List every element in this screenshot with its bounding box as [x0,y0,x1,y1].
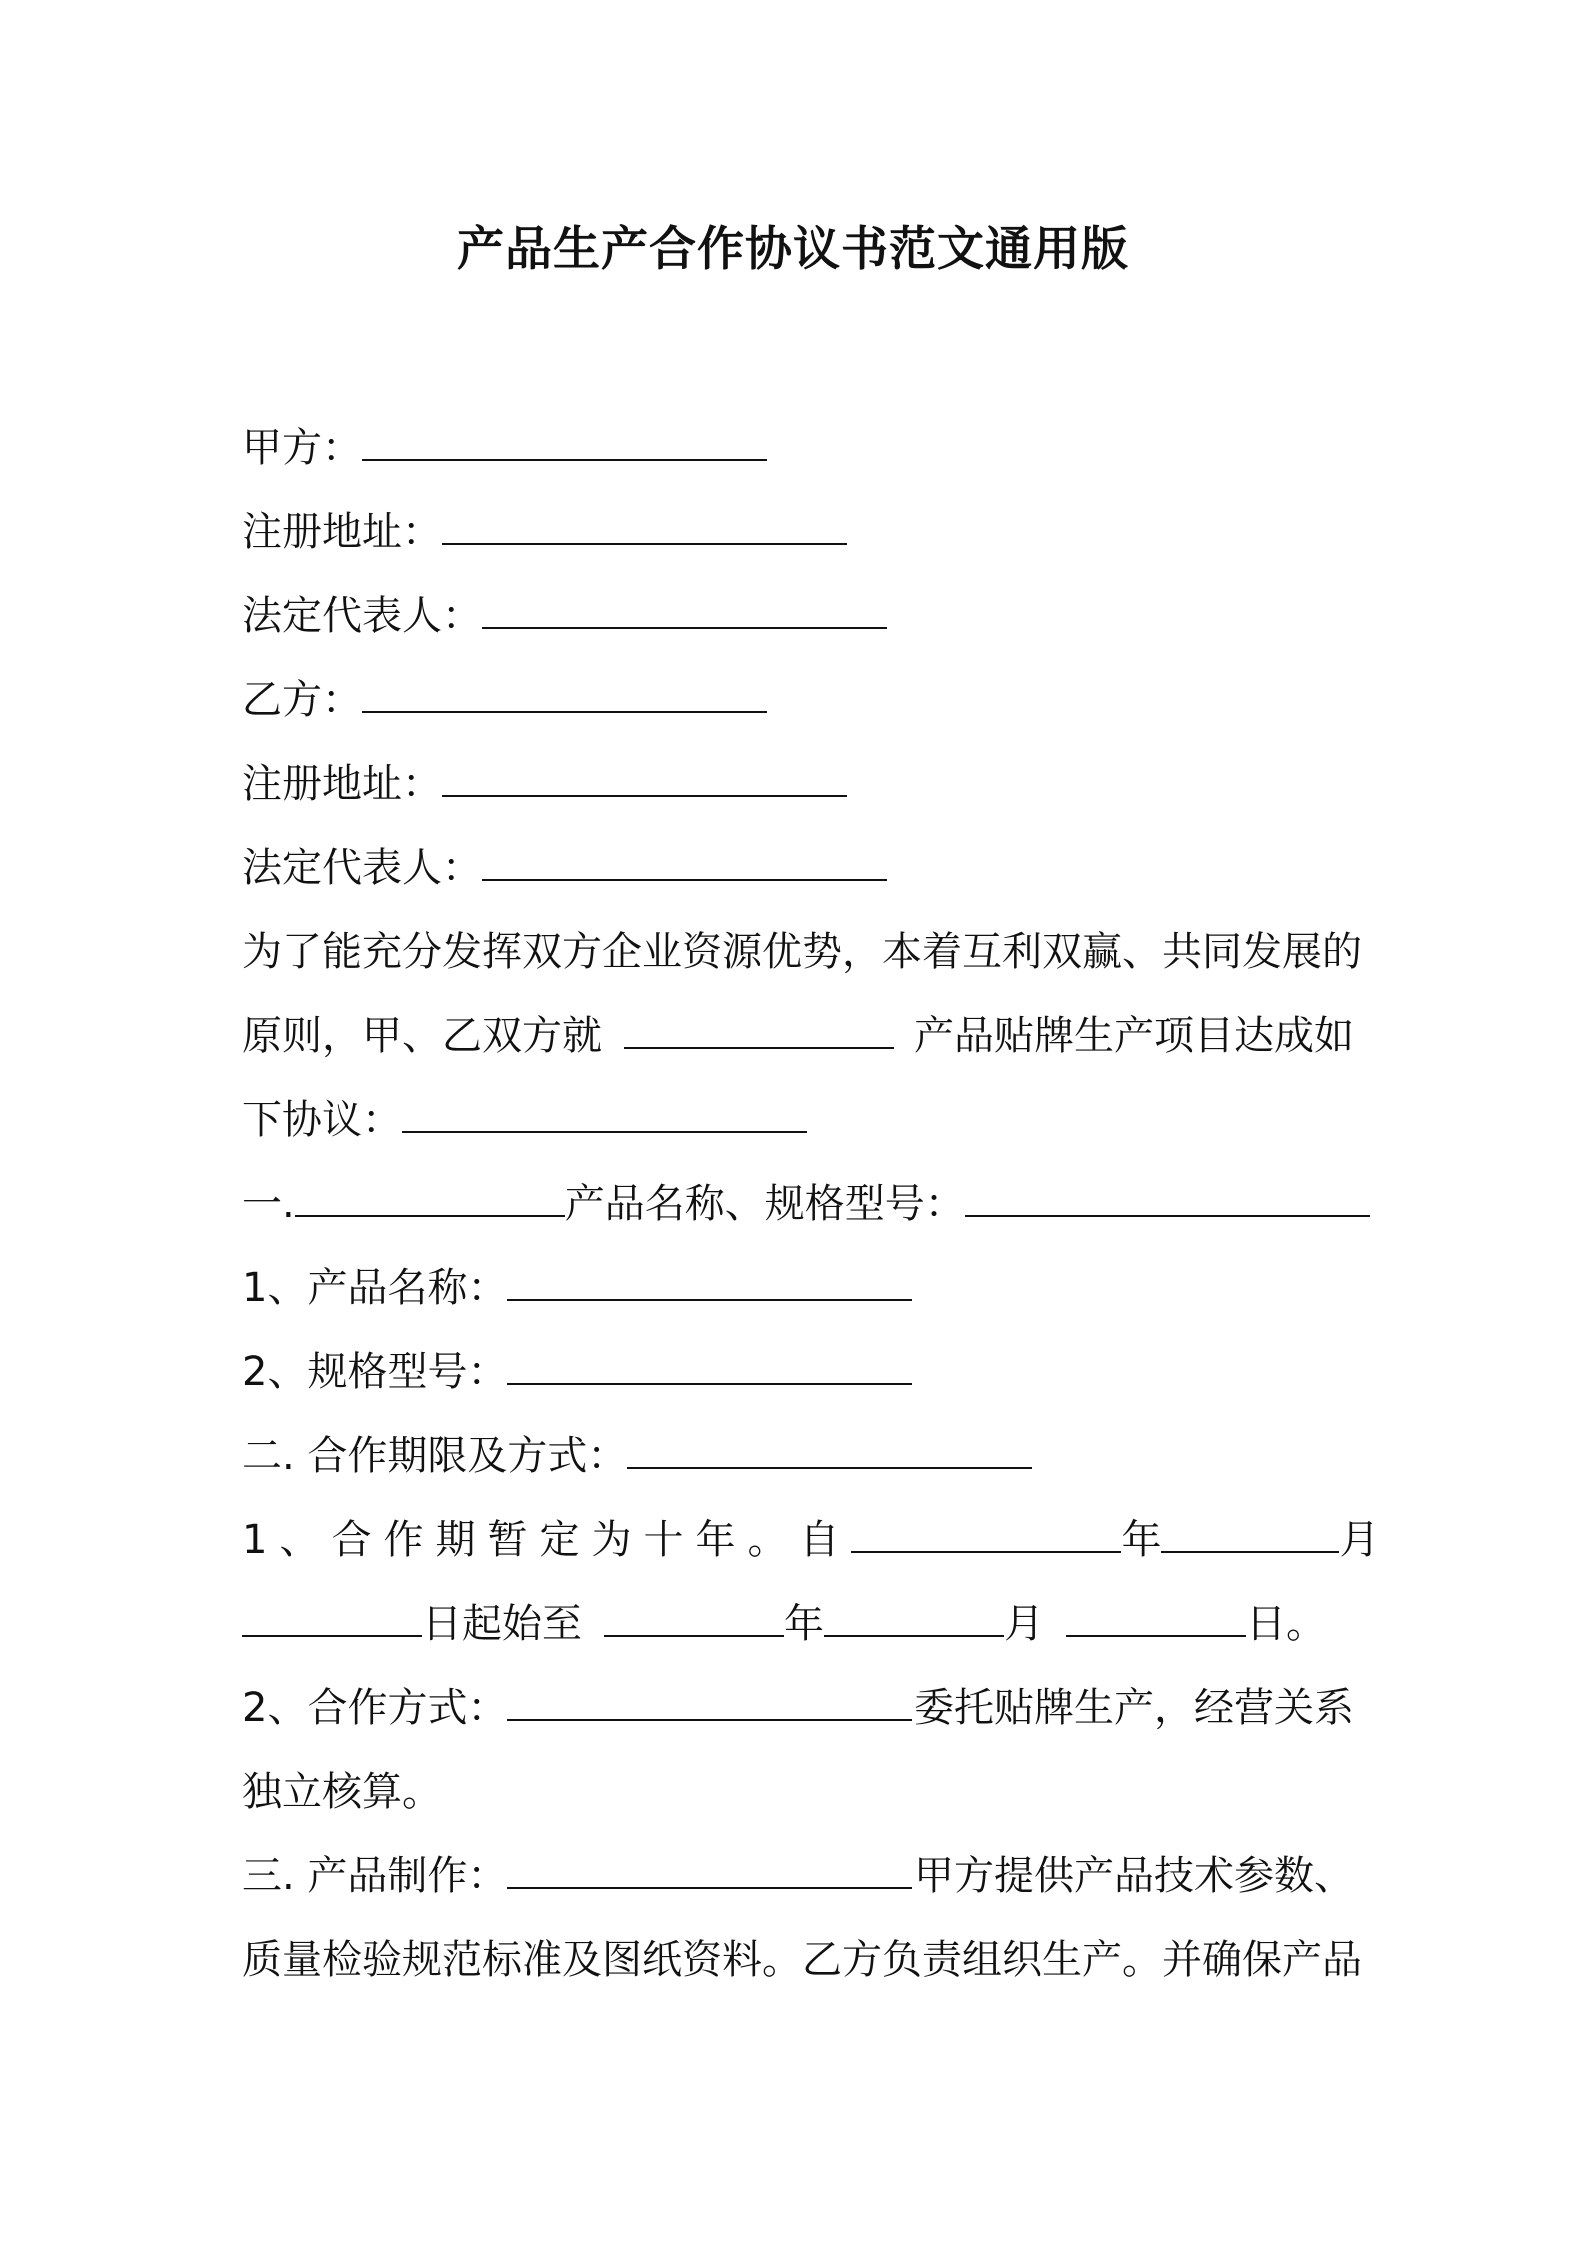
start-day-label: 日起始至 [422,1601,582,1647]
section-2-item-1-line-1 [242,1498,1380,1582]
end-year-label: 年 [784,1601,824,1647]
cooperation-term-text: 1、合作期暂定为十年。自 [242,1517,852,1563]
end-year-blank[interactable] [604,1605,784,1637]
party-a-address-line [242,490,1354,574]
section-1-prefix: 一. [242,1181,295,1227]
section-3-heading-text: 三. 产品制作： [242,1853,508,1899]
party-b-line [242,658,1354,742]
party-b-rep-label: 法定代表人： [242,845,482,891]
preamble-line-1: 为了能充分发挥双方企业资源优势，本着互利双赢、共同发展的 [242,929,1362,975]
party-a-address-label: 注册地址： [242,509,442,555]
preamble-line-3-text: 下协议： [242,1097,402,1143]
section-1-item-2 [242,1330,1354,1414]
section-1-item-1 [242,1246,1354,1330]
cooperation-mode-text: 委托贴牌生产，经营关系 [914,1685,1354,1731]
end-month-blank[interactable] [824,1605,1004,1637]
preamble-line-2-text-a: 原则，甲、乙双方就 [242,1013,602,1059]
cooperation-mode-blank[interactable] [507,1689,912,1721]
section-3-blank[interactable] [507,1857,912,1889]
start-year-blank[interactable] [851,1521,1121,1553]
agreement-blank[interactable] [402,1101,807,1133]
section-2-heading-text: 二. 合作期限及方式： [242,1433,628,1479]
party-b-rep-line [242,826,1354,910]
party-b-address-label: 注册地址： [242,761,442,807]
project-product-blank[interactable] [624,1017,894,1049]
party-b-rep-blank[interactable] [482,849,887,881]
end-day-label: 日。 [1246,1601,1326,1647]
start-month-label: 月 [1339,1517,1380,1563]
spec-model-label: 2、规格型号： [242,1349,508,1395]
party-b-blank[interactable] [362,681,767,713]
start-day-blank[interactable] [242,1605,422,1637]
party-b-label: 乙方： [242,677,362,723]
preamble-line-3 [242,1078,1354,1162]
party-a-rep-label: 法定代表人： [242,593,482,639]
party-a-blank[interactable] [362,429,767,461]
section-1-heading-text: 产品名称、规格型号： [564,1181,965,1227]
end-month-label: 月 [1004,1601,1044,1647]
document-title: 产品生产合作协议书范文通用版 [457,222,1129,277]
preamble-line-2-text-b: 产品贴牌生产项目达成如 [914,1013,1354,1059]
section-1-blank-b[interactable] [965,1185,1370,1217]
section-2-item-2-line-1 [242,1666,1354,1750]
party-b-address-line [242,742,1354,826]
end-day-blank[interactable] [1066,1605,1246,1637]
section-1-heading [242,1162,1354,1246]
section-2-blank[interactable] [627,1437,1032,1469]
spec-model-blank[interactable] [507,1353,912,1385]
product-name-label: 1、产品名称： [242,1265,508,1311]
party-b-address-blank[interactable] [442,765,847,797]
section-2-item-2-line-2: 独立核算。 [242,1769,442,1815]
party-a-line [242,406,1354,490]
start-year-label: 年 [1121,1517,1162,1563]
party-a-rep-blank[interactable] [482,597,887,629]
section-3-line-2: 质量检验规范标准及图纸资料。乙方负责组织生产。并确保产品 [242,1937,1362,1983]
preamble-line-2 [242,994,1354,1078]
product-name-blank[interactable] [507,1269,912,1301]
party-a-rep-line [242,574,1354,658]
start-month-blank[interactable] [1161,1521,1339,1553]
section-2-item-1-line-2 [242,1582,1354,1666]
cooperation-mode-label: 2、合作方式： [242,1685,508,1731]
section-1-blank-a[interactable] [295,1185,565,1217]
section-3-heading [242,1834,1354,1918]
party-a-address-blank[interactable] [442,513,847,545]
party-a-label: 甲方： [242,425,362,471]
section-2-heading [242,1414,1354,1498]
section-3-line-1-text: 甲方提供产品技术参数、 [914,1853,1354,1899]
document-body [242,406,1380,2002]
